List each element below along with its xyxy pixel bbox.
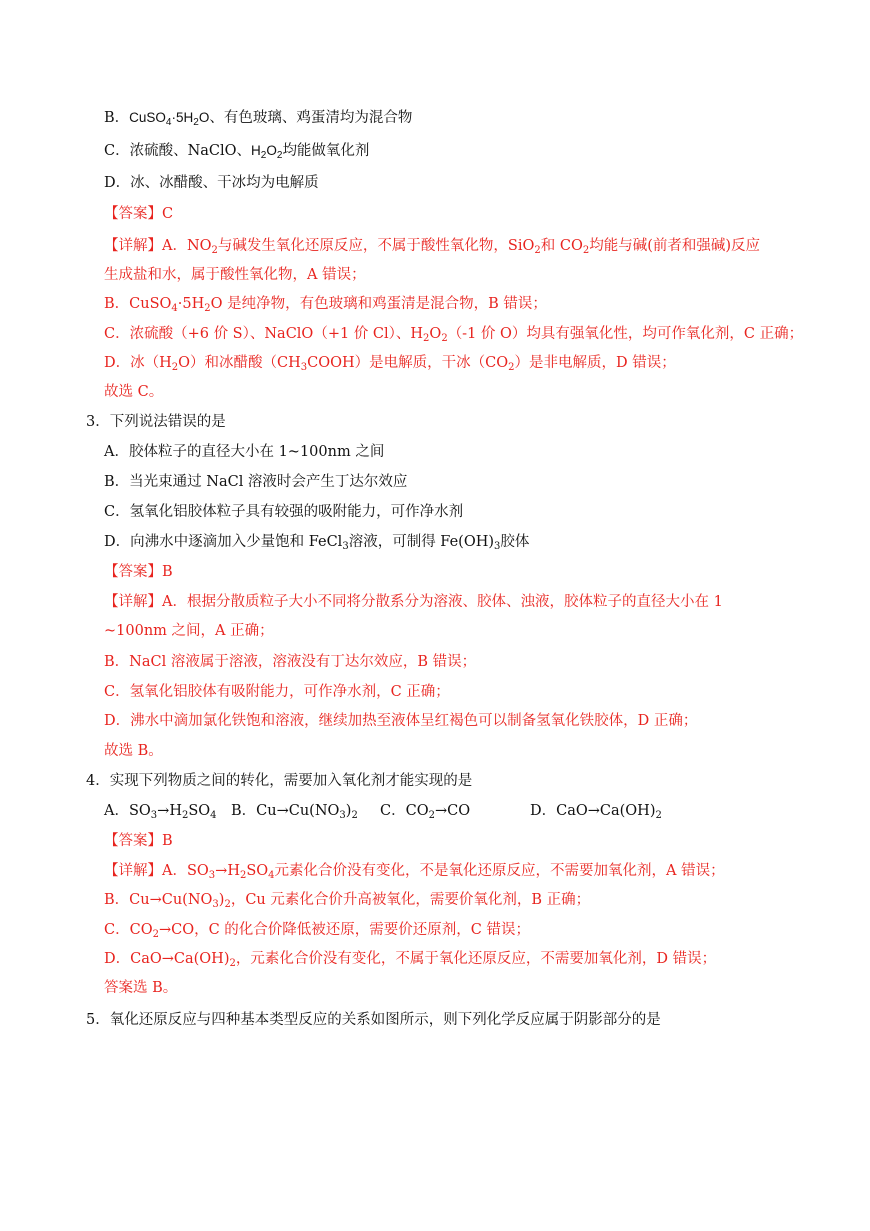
q2-detail-line-1: 【详解】A．$NO_2$与碱发生氧化还原反应，不属于酸性氧化物，SiO$_2$和 $CO_2$均能与碱(前者和强碱)反应 — [104, 238, 761, 256]
q4-option-b: B．$Cu\to Cu(NO_3)_2$ — [231, 803, 358, 821]
q3-detail-conclusion: 故选 B。 — [104, 743, 163, 759]
q3-option-b: B．当光束通过 NaCl 溶液时会产生丁达尔效应 — [104, 474, 408, 490]
q2-detail-line-2: 生成盐和水，属于酸性氧化物，A 错误； — [104, 267, 366, 283]
q3-detail-line-4: C．氢氧化铝胶体有吸附能力，可作净水剂，C 正确； — [104, 684, 450, 700]
q4-detail-line-3: C．$CO_2\to CO$，C 的化合价降低被还原，需要价还原剂，C 错误； — [104, 922, 530, 940]
q2-option-b: B．$CuSO_4\cdot 5H_2O$、有色玻璃、鸡蛋清均为混合物 — [104, 110, 413, 128]
q4-detail-line-4: D．$CaO\to Ca(OH)_2$，元素化合价没有变化，不属于氧化还原反应，不需要加氧化剂，D 错误； — [104, 951, 717, 969]
q3-answer: 【答案】B — [104, 564, 173, 580]
q3-detail-line-2: ~100nm 之间，A 正确； — [104, 623, 274, 639]
q2-detail-line-3: B．$CuSO_4\cdot 5H_2O$ 是纯净物，有色玻璃和鸡蛋清是混合物，B 错误； — [104, 296, 547, 314]
q2-detail-conclusion: 故选 C。 — [104, 384, 164, 400]
q2-option-c: C．浓硫酸、NaClO、$H_2O_2$均能做氧化剂 — [104, 143, 370, 161]
q4-detail-line-1: 【详解】A．$SO_3\to H_2SO_4$元素化合价没有变化，不是氧化还原反应，不需要加氧化剂，A 错误； — [104, 863, 725, 881]
q2-option-d: D．冰、冰醋酸、干冰均为电解质 — [104, 175, 319, 191]
q2-answer: 【答案】C — [104, 206, 174, 222]
q2-detail-line-4: C．浓硫酸（+6 价 S）、NaClO（+1 价 Cl）、$H_2O_2(-1$ 价 O）均具有强氧化性，均可作氧化剂，C 正确； — [104, 326, 804, 344]
q4-detail-conclusion: 答案选 B。 — [104, 980, 178, 996]
q4-detail-line-2: B．$Cu\to Cu(NO_3)_2$，Cu 元素化合价升高被氧化，需要价氧化剂，B 正确； — [104, 892, 591, 910]
q5-stem: 5．氧化还原反应与四种基本类型反应的关系如图所示，则下列化学反应属于阴影部分的是 — [86, 1012, 661, 1028]
q3-option-a: A．胶体粒子的直径大小在 1~100nm 之间 — [104, 444, 385, 460]
q4-option-a: A．$SO_3\to H_2SO_4$ — [104, 803, 217, 821]
q3-stem: 3．下列说法错误的是 — [86, 414, 226, 430]
q3-detail-line-1: 【详解】A．根据分散质粒子大小不同将分散系分为溶液、胶体、浊液，胶体粒子的直径大小在 1 — [104, 594, 723, 610]
q3-detail-line-5: D．沸水中滴加氯化铁饱和溶液，继续加热至液体呈红褐色可以制备氢氧化铁胶体，D 正确； — [104, 713, 698, 729]
q2-detail-line-5: D．冰$(H_2O)$和冰醋酸$(CH_3COOH)$是电解质，干冰$(CO_2)$是非电解质，D 错误； — [104, 355, 676, 373]
q3-detail-line-3: B．NaCl 溶液属于溶液，溶液没有丁达尔效应，B 错误； — [104, 654, 477, 670]
q4-answer: 【答案】B — [104, 833, 173, 849]
q4-option-d: D．$CaO\to Ca(OH)_2$ — [530, 803, 662, 821]
q4-option-c: C．$CO_2\to CO$ — [380, 803, 471, 821]
q3-option-d: D．向沸水中逐滴加入少量饱和 FeCl$_3$溶液，可制得 $Fe(OH)_3$胶体 — [104, 534, 530, 552]
q3-option-c: C．氢氧化铝胶体粒子具有较强的吸附能力，可作净水剂 — [104, 504, 464, 520]
q4-stem: 4．实现下列物质之间的转化，需要加入氧化剂才能实现的是 — [86, 773, 473, 789]
